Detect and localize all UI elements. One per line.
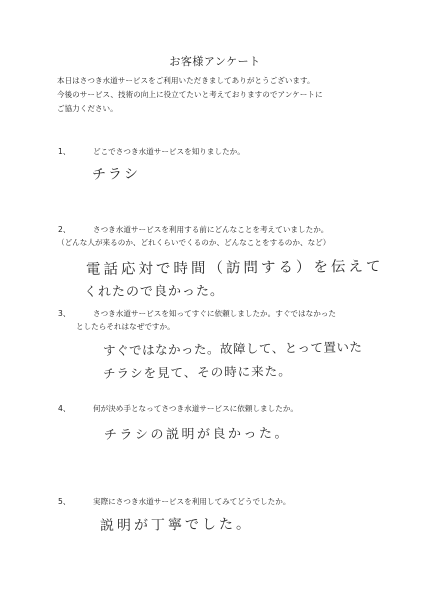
handwritten-answer: すぐではなかった。故障して、とって置いた — [102, 339, 363, 358]
question-subtext: としたらそれはなぜですか。 — [76, 322, 175, 331]
question-number: 3、 — [58, 309, 71, 318]
handwritten-answer: チラシの説明が良かった。 — [103, 426, 291, 443]
question-number: 1、 — [58, 147, 71, 156]
question-text: 何が決め手となってさつき水道サービスに依頼しましたか。 — [93, 404, 299, 413]
page-title: お客様アンケート — [169, 55, 261, 68]
question-text: 実際にさつき水道サービスを利用してみてどうでしたか。 — [93, 497, 291, 506]
question-subtext: （どんな人が来るのか、どれくらいでくるのか、どんなことをするのか、など） — [57, 238, 331, 247]
handwritten-answer: くれたので良かった。 — [83, 284, 225, 300]
question-number: 2、 — [58, 225, 71, 234]
question-text: さつき水道サービスを利用する前にどんなことを考えていましたか。 — [93, 225, 329, 234]
handwritten-answer: 説明が丁寧でした。 — [99, 516, 254, 534]
intro-line: ご協力ください。 — [57, 104, 118, 113]
intro-text — [57, 74, 427, 116]
intro-line: 今後のサービス、技術の向上に役立てたいと考えておりますのでアンケートに — [57, 90, 323, 99]
question-text: さつき水道サービスを知ってすぐに依頼しましたか。すぐではなかった — [93, 309, 336, 318]
handwritten-answer: チラシを見て、その時に来た。 — [102, 363, 292, 381]
question-number: 4、 — [58, 404, 71, 413]
question-number: 5、 — [58, 497, 71, 506]
intro-line: 本日はさつき水道サービスをご利用いただきましてありがとうございます。 — [57, 76, 315, 85]
handwritten-answer: チラシ — [91, 166, 141, 183]
question-text: どこでさつき水道サービスを知りましたか。 — [93, 147, 245, 156]
handwritten-answer: 電話応対で時間（訪問する）を伝えて — [85, 258, 384, 278]
